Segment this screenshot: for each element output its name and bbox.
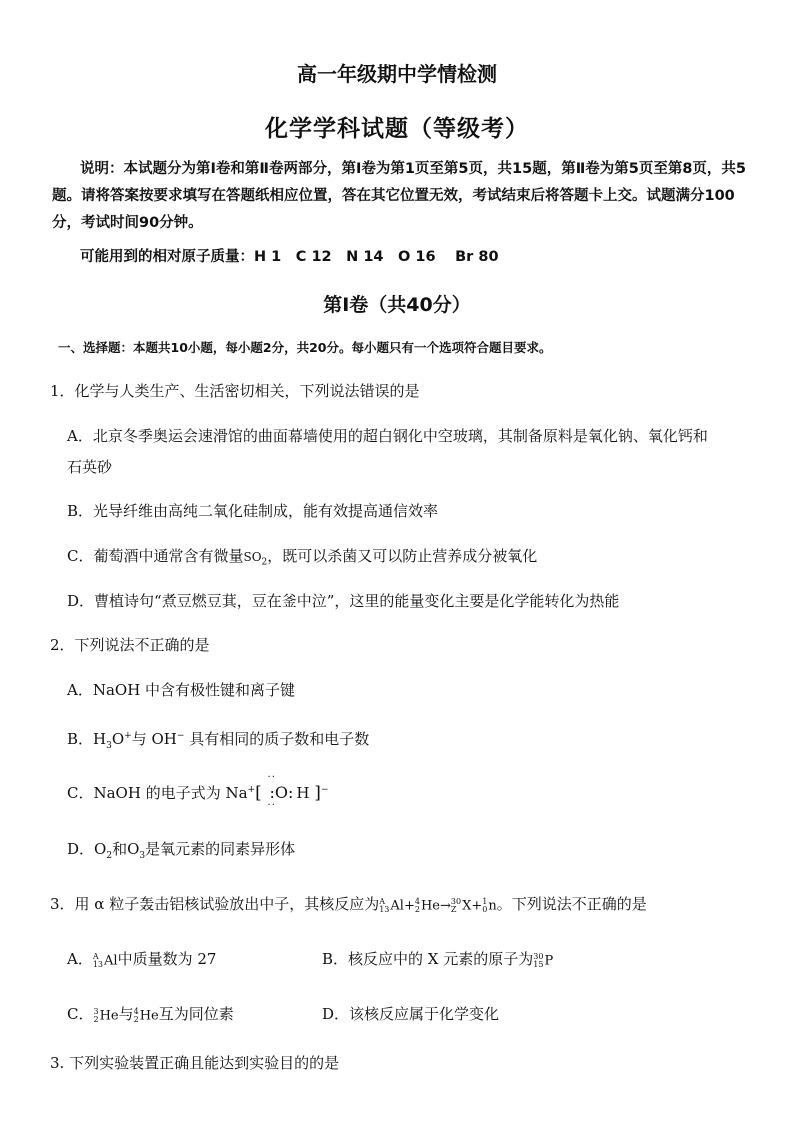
electron-formula: Na+[ ·· :O: ·· H ]− (225, 784, 328, 802)
exam-title: 高一年级期中学情检测 (297, 62, 497, 86)
q3-option-d: D．该核反应属于化学变化 (322, 1005, 500, 1023)
nuclear-equation: A 13 Al+ 4 2 He→ 30 Z X+ 1 0 n (379, 896, 497, 914)
q3-option-b: B．核反应中的 X 元素的原子为 30 15 P (322, 950, 554, 969)
q3-stem: 3．用 α 粒子轰击铝核试验放出中子，其核反应为 A 13 Al+ 4 2 He→ 30 Z X+ 1 0 n。下列说法不正确的是 (50, 895, 647, 914)
q4-stem: 3. 下列实验装置正确且能达到实验目的的是 (50, 1054, 340, 1072)
section-title: 一、选择题：本题共10小题，每小题2分，共20分。每小题只有一个选项符合题目要求。 (58, 340, 552, 355)
q2-option-d: D．$O_2$和$O_3$是氧元素的同素异形体 (67, 840, 296, 861)
atomic-mass-line: 可能用到的相对原子质量：H 1 C 12 N 14 O 16 Br 80 (80, 249, 499, 265)
subject-title: 化学学科试题（等级考） (265, 116, 529, 142)
q1-option-a: A．北京冬季奥运会速滑馆的曲面幕墙使用的超白钢化中空玻璃，其制备原料是氧化钠、氧化钙和 (67, 427, 708, 445)
q2-option-c: C．NaOH 的电子式为 Na+[ ·· :O: ·· H ]− (67, 782, 328, 803)
volume-title: 第Ⅰ卷（共40分） (323, 294, 471, 316)
q2-option-a: A．NaOH 中含有极性键和离子键 (67, 681, 296, 699)
q1-option-d: D．曹植诗句“煮豆燃豆萁，豆在釜中泣”，这里的能量变化主要是化学能转化为热能 (67, 592, 620, 610)
q1-stem: 1．化学与人类生产、生活密切相关，下列说法错误的是 (50, 382, 420, 400)
q2-stem: 2．下列说法不正确的是 (50, 636, 210, 654)
instructions: 说明：本试题分为第Ⅰ卷和第Ⅱ卷两部分，第Ⅰ卷为第1页至第5页，共15题，第Ⅱ卷为第5页至第8页，共5题。请将答案按要求填写在答题纸相应位置，答在其它位置无效，考试结束后将答题卡上交。试题满分100分，考试时间90分钟。 (52, 161, 747, 231)
q2-option-b: B．$H_3O^+$与 OH− 具有相同的质子数和电子数 (67, 730, 370, 751)
q3-option-c: C． 3 2 He与 4 2 He互为同位素 (67, 1005, 234, 1024)
q1-option-c: C．葡萄酒中通常含有微量$SO_2$，既可以杀菌又可以防止营养成分被氧化 (67, 547, 538, 568)
q1-option-b: B．光导纤维由高纯二氧化硅制成，能有效提高通信效率 (67, 502, 439, 520)
q1-option-a-cont: 石英砂 (67, 458, 113, 476)
q3-option-a: A． A 13 Al中质量数为 27 (67, 950, 217, 969)
